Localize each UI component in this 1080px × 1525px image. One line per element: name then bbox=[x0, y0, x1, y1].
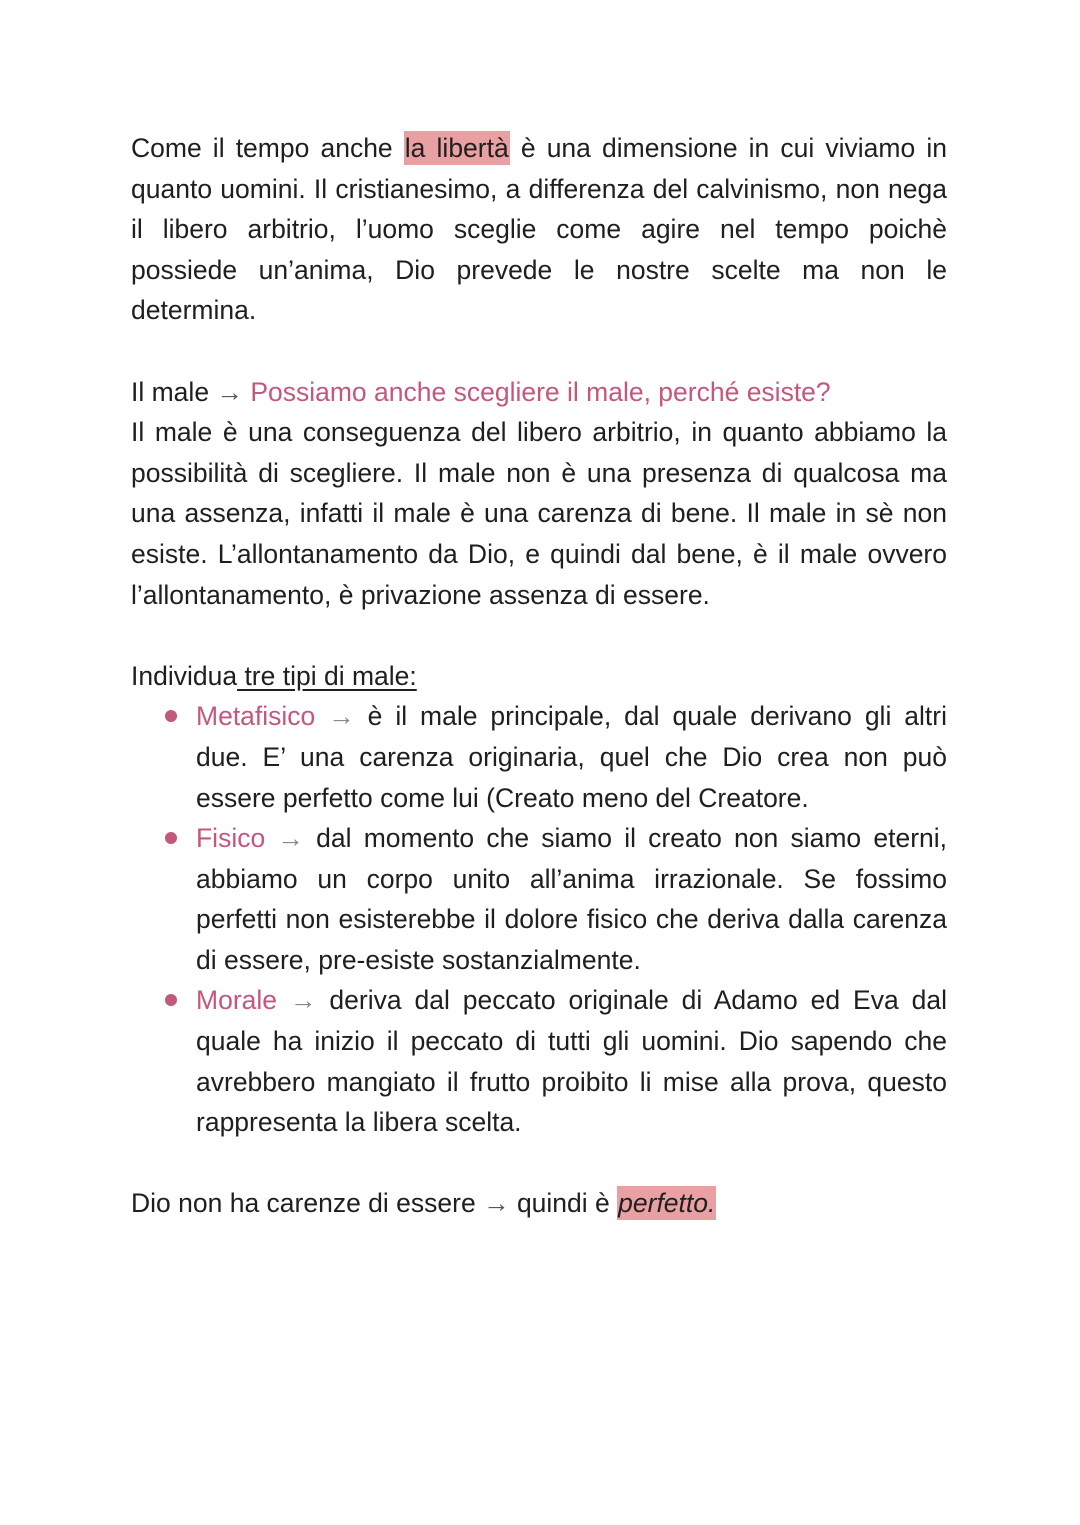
male-heading bbox=[131, 372, 947, 413]
conclusion-middle: quindi è bbox=[509, 1188, 618, 1219]
types-list bbox=[131, 696, 947, 1143]
document-page bbox=[131, 128, 947, 1224]
male-question: Possiamo anche scegliere il male, perché esiste? bbox=[250, 376, 831, 407]
arrow-right-icon: → bbox=[483, 1188, 510, 1219]
bullet-icon bbox=[165, 994, 177, 1006]
paragraph-male: Il male è una conseguenza del libero arbitrio, in quanto abbiamo la possibilità di scegliere. Il male non è una presenza di qualcosa ma una assenza, infatti il male è una carenza di bene. Il male in sè non esiste. L’allontanamento da Dio, e quindi dal bene, è il male ovvero l’allontanamento, è privazione assenza di essere. bbox=[131, 417, 947, 610]
p1-after: è una dimensione in cui viviamo in quanto uomini. Il cristianesimo, a differenza del calvinismo, non nega il libero arbitrio, l’uomo sceglie come agire nel tempo poichè possiede un’anima, Dio prevede le nostre scelte ma non le determina. bbox=[131, 133, 947, 326]
types-intro-underlined: tre tipi di male: bbox=[237, 660, 417, 691]
conclusion bbox=[131, 1183, 947, 1224]
arrow-right-icon: → bbox=[289, 985, 317, 1016]
types-heading bbox=[131, 656, 947, 697]
item-text: è il male principale, dal quale derivano gli altri due. E’ una carenza originaria, quel che Dio crea non può essere perfetto come lui (Creato meno del Creatore. bbox=[196, 701, 947, 813]
item-text: dal momento che siamo il creato non siamo eterni, abbiamo un corpo unito all’anima irrazionale. Se fossimo perfetti non esisterebbe il dolore fisico che deriva dalla carenza di essere, pre-esiste sostanzialmente. bbox=[196, 823, 948, 975]
list-item bbox=[196, 818, 947, 980]
highlight-perfetto: perfetto. bbox=[618, 1188, 716, 1219]
term-metafisico: Metafisico bbox=[196, 701, 316, 732]
list-item bbox=[196, 980, 947, 1142]
types-intro: Individua bbox=[131, 660, 238, 691]
male-label: Il male bbox=[131, 376, 210, 407]
paragraph-liberta bbox=[131, 128, 947, 331]
arrow-right-icon: → bbox=[216, 376, 243, 407]
arrow-right-icon: → bbox=[277, 823, 304, 854]
highlight-liberta: la libertà bbox=[404, 133, 509, 163]
bullet-icon bbox=[165, 710, 177, 722]
arrow-right-icon: → bbox=[328, 701, 355, 732]
term-morale: Morale bbox=[196, 985, 278, 1016]
term-fisico: Fisico bbox=[196, 823, 266, 854]
conclusion-before: Dio non ha carenze di essere bbox=[131, 1188, 484, 1219]
bullet-icon bbox=[165, 832, 177, 844]
item-text: deriva dal peccato originale di Adamo ed Eva dal quale ha inizio il peccato di tutti gli uomini. Dio sapendo che avrebbero mangiato il frutto proibito li mise alla prova, questo rappresenta la libera scelta. bbox=[196, 985, 947, 1138]
p1-before: Come il tempo anche bbox=[131, 133, 404, 163]
list-item bbox=[196, 696, 947, 818]
